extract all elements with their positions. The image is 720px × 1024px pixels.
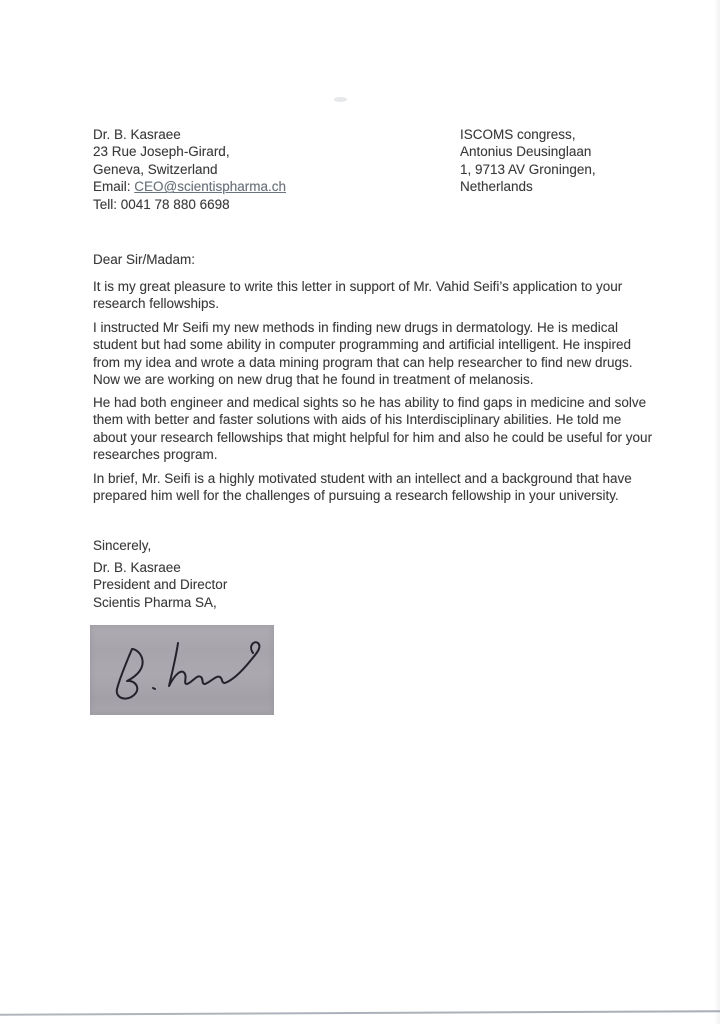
email-link: CEO@scientispharma.ch	[134, 179, 287, 195]
paragraph-line: In brief, Mr. Seifi is a highly motivated student with an intellect and a background that have	[93, 471, 632, 486]
paragraph-line: research fellowships.	[93, 296, 220, 312]
closing-identity-block	[93, 559, 227, 611]
paragraph-3	[93, 394, 652, 464]
paragraph-4	[93, 470, 632, 505]
signature-stroke-b	[117, 649, 143, 699]
recipient-country: Netherlands	[460, 179, 533, 195]
email-label: Email:	[93, 179, 135, 195]
paragraph-line: about your research fellowships that might helpful for him and also he could be useful for your	[93, 429, 653, 445]
signature-image	[90, 625, 274, 715]
closing-name: Dr. B. Kasraee	[93, 560, 181, 575]
recipient-address-block	[460, 126, 596, 196]
paragraph-line: prepared him well for the challenges of pursuing a research fellowship in your university.	[93, 488, 619, 504]
closing-company: Scientis Pharma SA,	[93, 594, 217, 610]
paragraph-line: Now we are working on new drug that he found in treatment of melanosis.	[93, 372, 534, 388]
closing-signoff: Sincerely,	[93, 538, 152, 553]
sender-name: Dr. B. Kasraee	[93, 127, 181, 142]
paragraph-line: from my idea and wrote a data mining program that can help researcher to find new drugs.	[93, 354, 633, 370]
paragraph-line: researches program.	[93, 447, 218, 463]
paragraph-line: It is my great pleasure to write this letter in support of Mr. Vahid Seifi’s application to your	[93, 279, 623, 294]
closing-title: President and Director	[93, 577, 228, 593]
scan-right-edge-shadow	[714, 0, 720, 1024]
sender-street: 23 Rue Joseph-Girard,	[93, 144, 230, 160]
scan-bottom-edge-line	[0, 1010, 720, 1016]
signature-stroke-dot	[153, 688, 155, 689]
recipient-city: 1, 9713 AV Groningen,	[460, 161, 596, 177]
sender-email-line	[93, 178, 286, 195]
recipient-org: ISCOMS congress,	[460, 127, 576, 142]
signature-stroke-k	[169, 642, 259, 686]
handwritten-signature-icon	[90, 625, 274, 715]
paragraph-1	[93, 278, 622, 313]
salutation: Dear Sir/Madam:	[93, 252, 196, 267]
paragraph-line: student but had some ability in computer programming and artificial intelligent. He inspired	[93, 337, 632, 353]
sender-phone: Tell: 0041 78 880 6698	[93, 196, 230, 212]
paragraph-line: He had both engineer and medical sights so he has ability to find gaps in medicine and solve	[93, 395, 647, 410]
recipient-street: Antonius Deusinglaan	[460, 144, 592, 160]
paragraph-line: I instructed Mr Seifi my new methods in finding new drugs in dermatology. He is medical	[93, 320, 618, 335]
paragraph-2	[93, 319, 633, 389]
scan-smudge-artifact	[334, 97, 347, 102]
paragraph-line: them with better and faster solutions with aids of his Interdisciplinary abilities. He told me	[93, 412, 622, 428]
sender-address-block	[93, 126, 286, 213]
sender-city: Geneva, Switzerland	[93, 161, 218, 177]
